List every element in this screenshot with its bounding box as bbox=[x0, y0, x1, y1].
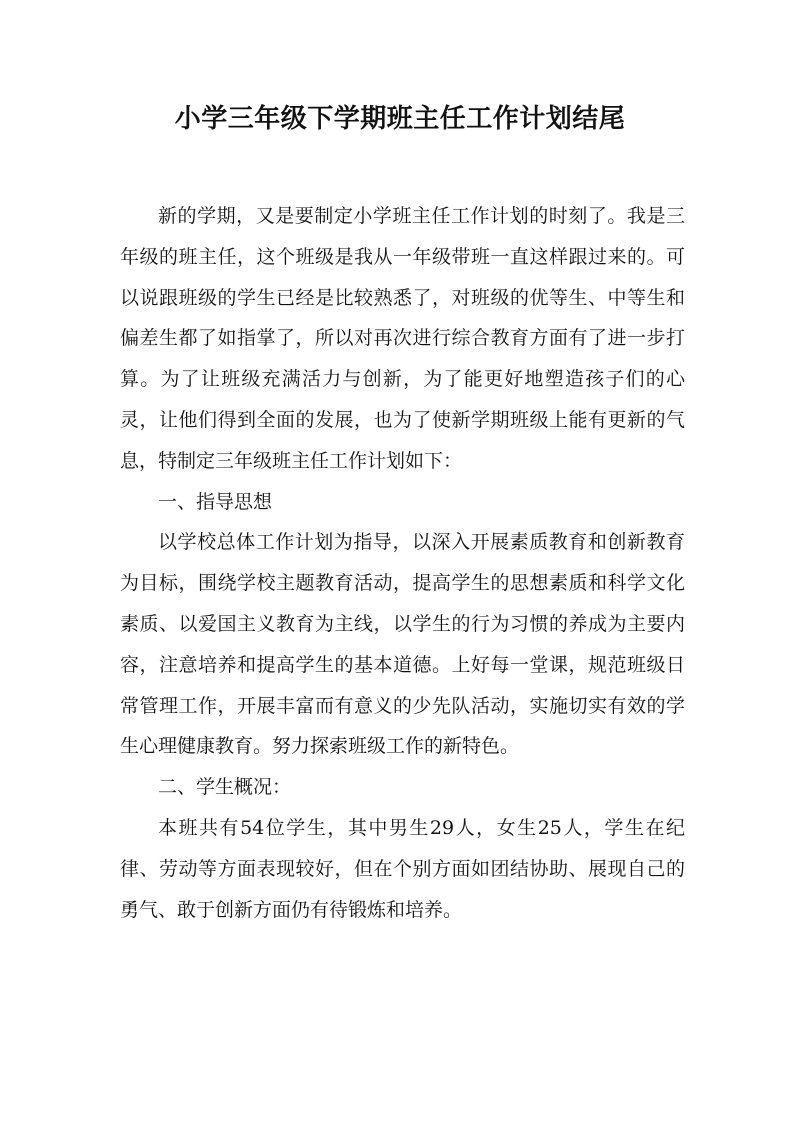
section-heading-guiding-thought: 一、指导思想 bbox=[158, 490, 273, 513]
section-heading-student-overview: 二、学生概况： bbox=[158, 776, 292, 799]
document-body bbox=[120, 196, 685, 930]
document-title: 小学三年级下学期班主任工作计划结尾 bbox=[174, 104, 626, 134]
section-paragraph-guiding-thought: 以学校总体工作计划为指导，以深入开展素质教育和创新教育为目标，围绕学校主题教育活动，提高学生的思想素质和科学文化素质、以爱国主义教育为主线，以学生的行为习惯的养成为主要内容，注意培养和提高学生的基本道德。上好每一堂课，规范班级日常管理工作，开展丰富而有意义的少先队活动，实施切实有效的学生心理健康教育。努力探索班级工作的新特色。 bbox=[120, 531, 685, 758]
intro-paragraph: 新的学期，又是要制定小学班主任工作计划的时刻了。我是三年级的班主任，这个班级是我从一年级带班一直这样跟过来的。可以说跟班级的学生已经是比较熟悉了，对班级的优等生、中等生和偏差生都了如指掌了，所以对再次进行综合教育方面有了进一步打算。为了让班级充满活力与创新，为了能更好地塑造孩子们的心灵，让他们得到全面的发展，也为了使新学期班级上能有更新的气息，特制定三年级班主任工作计划如下： bbox=[120, 205, 685, 472]
section-paragraph-student-overview: 本班共有54位学生，其中男生29人，女生25人，学生在纪律、劳动等方面表现较好，但在个别方面如团结协助、展现自己的勇气、敢于创新方面仍有待锻炼和培养。 bbox=[120, 816, 685, 921]
